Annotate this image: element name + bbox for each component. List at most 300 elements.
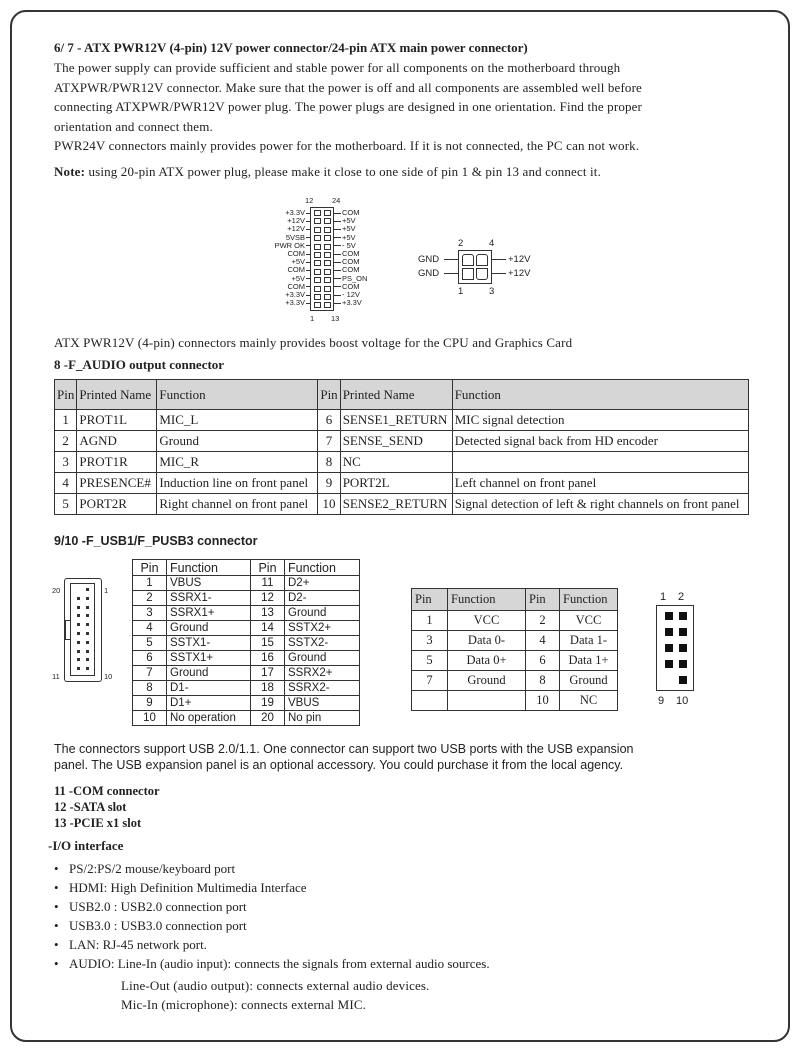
atx24-lead — [334, 270, 341, 271]
atx24-right-label: COM — [342, 265, 360, 275]
atx24-right-label: +5V — [342, 216, 356, 226]
atx24-left-label: +3.3V — [285, 208, 305, 217]
io-list-item-text: HDMI: High Definition Multimedia Interface — [69, 880, 307, 895]
atx24-lead — [334, 213, 341, 214]
usb2-table-cell: 2 — [526, 611, 560, 631]
atx24-left-label: +3.3V — [285, 290, 305, 300]
usb2-table-cell: VCC — [448, 611, 526, 631]
atx24-pin — [324, 235, 331, 241]
usb3-col-func-1: Function — [167, 560, 251, 576]
atx24-right-label: +5V — [342, 232, 356, 242]
atx24-pin — [324, 244, 331, 250]
usb3-table-cell: D1- — [167, 681, 251, 696]
atx24-right-label: COM — [342, 281, 360, 291]
usb3-table-cell: SSTX2+ — [285, 621, 360, 636]
usb3-table-row — [133, 606, 360, 621]
atx24-lead — [306, 295, 310, 296]
usb3-table-cell: Ground — [167, 666, 251, 681]
usb3-table-cell: Ground — [285, 606, 360, 621]
usb2-pin — [679, 644, 687, 652]
usb2-table-row — [412, 691, 618, 711]
usb2-header-diagram — [652, 591, 698, 709]
usb3-table-header — [133, 560, 360, 576]
misc-items — [54, 783, 160, 831]
atx24-left-label: +3.3V — [285, 298, 305, 308]
note-label: Note: — [54, 163, 86, 179]
usb3-table-cell: Ground — [167, 621, 251, 636]
usb2-table-cell: 5 — [412, 651, 448, 671]
usb2-table-cell: Data 0- — [448, 631, 526, 651]
usb3-table-cell: VBUS — [167, 576, 251, 591]
atx24-pin — [324, 277, 331, 283]
atx24-right-label: COM — [342, 257, 360, 267]
audio-col-name-2: Printed Name — [340, 380, 452, 410]
usb2-pin — [679, 612, 687, 620]
usb3-col-func-2: Function — [285, 560, 360, 576]
io-audio-mic-in: Mic-In (microphone): connects external MIC. — [121, 997, 367, 1012]
usb3-table-cell: 13 — [251, 606, 285, 621]
atx24-right-label: +3.3V — [342, 298, 362, 308]
usb3-table-cell: 18 — [251, 681, 285, 696]
usb3-table-cell: 6 — [133, 651, 167, 666]
audio-table-cell: PRESENCE# — [77, 473, 157, 494]
usb3-table-row — [133, 681, 360, 696]
power-para-4: orientation and connect them. — [54, 118, 213, 134]
usb2-table-cell: 1 — [412, 611, 448, 631]
atx24-left-label: +5V — [291, 273, 305, 283]
usb2-table-cell — [412, 691, 448, 711]
audio-table-cell: Signal detection of left & right channels on front panel — [452, 494, 748, 515]
audio-table-cell: SENSE2_RETURN — [340, 494, 452, 515]
usb3-table-cell: 4 — [133, 621, 167, 636]
usb3-table-cell: No pin — [285, 711, 360, 726]
usb3-table-cell: 15 — [251, 636, 285, 651]
usb2-connector — [656, 605, 694, 691]
usb3-table-cell: SSTX1- — [167, 636, 251, 651]
usb2-label-1: 1 — [660, 591, 667, 603]
atx24-pin — [324, 269, 331, 275]
usb3-table-cell: 12 — [251, 591, 285, 606]
usb3-pin — [86, 606, 89, 609]
usb2-table-cell: Ground — [560, 671, 618, 691]
atx24-lead — [334, 254, 341, 255]
usb2-table-cell: Data 1- — [560, 631, 618, 651]
usb2-table-cell: Data 1+ — [560, 651, 618, 671]
note-text: using 20-pin ATX power plug, please make it close to one side of pin 1 & pin 13 and connect it. — [85, 163, 601, 179]
usb3-table-row — [133, 666, 360, 681]
pwr4-12v-bottom: +12V — [508, 268, 531, 279]
usb2-table-cell — [448, 691, 526, 711]
audio-table-cell: Detected signal back from HD encoder — [452, 431, 748, 452]
audio-table-cell: PORT2L — [340, 473, 452, 494]
usb2-col-func-2: Function — [560, 589, 618, 611]
atx24-lead — [334, 237, 341, 238]
audio-table-cell: PORT2R — [77, 494, 157, 515]
usb3-table-cell: 8 — [133, 681, 167, 696]
atx24-label-1: 1 — [310, 314, 315, 323]
pwr4-gnd-bottom: GND — [418, 268, 440, 279]
usb-description — [54, 741, 633, 773]
usb3-table-cell: SSTX1+ — [167, 651, 251, 666]
usb2-table-cell: VCC — [560, 611, 618, 631]
usb2-label-2: 2 — [678, 591, 685, 603]
power-heading: 6/ 7 - ATX PWR12V (4-pin) 12V power connector/24-pin ATX main power connector) — [54, 40, 528, 55]
usb3-pin — [77, 597, 80, 600]
atx24-lead — [306, 245, 310, 246]
io-audio-line-out: Line-Out (audio output): connects external audio devices. — [121, 978, 430, 993]
atx24-lead — [334, 229, 341, 230]
usb3-table-row — [133, 711, 360, 726]
usb2-label-9: 9 — [658, 695, 665, 707]
usb3-pin — [77, 632, 80, 635]
usb2-table-cell: Data 0+ — [448, 651, 526, 671]
usb3-col-pin-2: Pin — [251, 560, 285, 576]
usb2-table-cell: 4 — [526, 631, 560, 651]
usb2-pin — [665, 660, 673, 668]
usb2-table-row — [412, 671, 618, 691]
audio-table-cell: 3 — [55, 452, 77, 473]
usb3-table-cell: D2+ — [285, 576, 360, 591]
audio-table-cell: MIC_R — [157, 452, 318, 473]
audio-col-name-1: Printed Name — [77, 380, 157, 410]
usb3-table-cell: SSTX2- — [285, 636, 360, 651]
pwr4-label-3: 3 — [489, 286, 495, 297]
atx24-pin — [314, 227, 321, 233]
usb3-connector — [64, 578, 102, 682]
usb2-table-row — [412, 611, 618, 631]
atx24-lead — [334, 262, 341, 263]
atx24-lead — [306, 221, 310, 222]
atx24-lead — [334, 286, 341, 287]
atx24-lead — [306, 237, 310, 238]
atx24-pin — [314, 218, 321, 224]
usb-desc-1: The connectors support USB 2.0/1.1. One connector can support two USB ports with the USB expansion — [54, 742, 634, 756]
atx24-label-13: 13 — [331, 314, 340, 323]
usb3-table-cell: 16 — [251, 651, 285, 666]
usb3-table-cell: SSRX1- — [167, 591, 251, 606]
audio-table-cell: 8 — [318, 452, 340, 473]
power-para-1: The power supply can provide sufficient and stable power for all components on the motherboard through — [54, 60, 621, 75]
usb3-table-row — [133, 651, 360, 666]
item-pcie-slot: 13 -PCIE x1 slot — [54, 816, 142, 830]
atx24-lead — [334, 303, 341, 304]
io-heading: -I/O interface — [48, 838, 124, 853]
usb3-table-cell: SSRX2+ — [285, 666, 360, 681]
atx24-diagram — [262, 196, 392, 324]
usb3-pin — [86, 597, 89, 600]
atx24-left-label: 5VSB — [285, 232, 305, 242]
atx24-left-labels — [262, 209, 305, 307]
audio-table-cell: PROT1L — [77, 410, 157, 431]
audio-table-cell: Ground — [157, 431, 318, 452]
usb3-table-cell: SSRX1+ — [167, 606, 251, 621]
usb2-table — [411, 588, 618, 711]
io-list-item — [54, 859, 490, 878]
atx24-lead — [334, 295, 341, 296]
atx24-right-label: +5V — [342, 224, 356, 234]
io-list-item — [54, 954, 490, 973]
usb3-table-cell: 9 — [133, 696, 167, 711]
atx24-pin — [314, 302, 321, 308]
usb3-table-cell: Ground — [285, 651, 360, 666]
usb3-table-cell: SSRX2- — [285, 681, 360, 696]
atx24-label-12: 12 — [305, 196, 314, 205]
audio-table-cell: 5 — [55, 494, 77, 515]
audio-table-cell: 2 — [55, 431, 77, 452]
usb2-col-func-1: Function — [448, 589, 526, 611]
usb3-table-cell: 14 — [251, 621, 285, 636]
usb2-table-cell: NC — [560, 691, 618, 711]
atx24-pin — [324, 294, 331, 300]
atx24-pin — [314, 269, 321, 275]
atx24-left-label: +5V — [291, 257, 305, 267]
usb3-table — [132, 559, 360, 726]
usb3-pin — [77, 623, 80, 626]
usb3-table-row — [133, 576, 360, 591]
pwr4-label-4: 4 — [489, 238, 495, 249]
io-list — [54, 859, 490, 973]
io-list-item-text: USB2.0 : USB2.0 connection port — [69, 899, 247, 914]
usb3-table-cell: D1+ — [167, 696, 251, 711]
usb3-table-row — [133, 621, 360, 636]
usb2-table-cell: 8 — [526, 671, 560, 691]
usb2-pin — [679, 660, 687, 668]
usb3-pin — [86, 632, 89, 635]
atx24-lead — [306, 303, 310, 304]
audio-col-pin-2: Pin — [318, 380, 340, 410]
atx24-pin — [314, 235, 321, 241]
audio-table-cell: 1 — [55, 410, 77, 431]
audio-table-cell: 6 — [318, 410, 340, 431]
usb2-label-10: 10 — [676, 695, 689, 707]
io-list-item-text: PS/2:PS/2 mouse/keyboard port — [69, 861, 236, 876]
power-para-2: ATXPWR/PWR12V connector. Make sure that the power is off and all components are assembled well before — [54, 79, 642, 95]
usb3-table-row — [133, 591, 360, 606]
atx24-pin — [314, 294, 321, 300]
power-note — [54, 162, 754, 182]
usb-desc-2: panel. The USB expansion panel is an optional accessory. You could purchase it from the local agency. — [54, 758, 624, 772]
bullet-icon: • — [54, 918, 59, 933]
usb3-header-diagram — [50, 578, 120, 688]
atx24-lead — [306, 270, 310, 271]
audio-col-pin-1: Pin — [55, 380, 77, 410]
atx24-right-labels — [342, 209, 392, 307]
audio-table-cell: MIC signal detection — [452, 410, 748, 431]
audio-table-cell: 7 — [318, 431, 340, 452]
atx24-lead — [306, 213, 310, 214]
atx24-lead — [334, 278, 341, 279]
item-com-connector: 11 -COM connector — [54, 784, 160, 798]
power-para-5: PWR24V connectors mainly provides power for the motherboard. If it is not connected, the PC can not work. — [54, 138, 640, 153]
bullet-icon: • — [54, 899, 59, 914]
atx24-pin — [324, 252, 331, 258]
atx24-pin — [324, 210, 331, 216]
atx24-right-label: - 5V — [342, 240, 356, 250]
atx24-pin — [314, 286, 321, 292]
atx24-pin — [314, 277, 321, 283]
power-para-3: connecting ATXPWR/PWR12V power plug. The power plugs are designed in one orientation. Find the proper — [54, 99, 643, 114]
audio-table — [54, 379, 749, 515]
usb2-col-pin-1: Pin — [412, 589, 448, 611]
atx24-pin — [324, 227, 331, 233]
atx24-pin — [314, 260, 321, 266]
io-list-item-text: USB3.0 : USB3.0 connection port — [69, 918, 247, 933]
usb3-table-cell: 1 — [133, 576, 167, 591]
bullet-icon: • — [54, 861, 59, 876]
usb3-table-cell: 17 — [251, 666, 285, 681]
usb2-table-cell: 3 — [412, 631, 448, 651]
usb3-label-20: 20 — [52, 586, 61, 595]
audio-table-cell: MIC_L — [157, 410, 318, 431]
audio-table-cell: Left channel on front panel — [452, 473, 748, 494]
usb3-pin — [86, 641, 89, 644]
atx24-left-label: COM — [287, 265, 305, 275]
atx24-lead — [334, 221, 341, 222]
usb2-table-cell: 10 — [526, 691, 560, 711]
usb3-pin — [77, 606, 80, 609]
bullet-icon: • — [54, 956, 59, 971]
atx24-pin — [324, 302, 331, 308]
audio-table-row — [55, 494, 749, 515]
io-list-item-text: AUDIO: Line-In (audio input): connects the signals from external audio sources. — [69, 956, 490, 971]
io-list-item — [54, 916, 490, 935]
pwr4-connector — [458, 250, 492, 284]
atx24-label-24: 24 — [332, 196, 341, 205]
usb3-table-row — [133, 696, 360, 711]
atx24-lead — [334, 245, 341, 246]
io-list-item-text: LAN: RJ-45 network port. — [69, 937, 207, 952]
audio-heading: 8 -F_AUDIO output connector — [54, 357, 225, 372]
audio-table-header — [55, 380, 749, 410]
usb3-pin — [86, 623, 89, 626]
audio-table-cell: 9 — [318, 473, 340, 494]
io-list-item — [54, 935, 490, 954]
io-list-item — [54, 897, 490, 916]
audio-table-cell: SENSE_SEND — [340, 431, 452, 452]
usb3-table-cell: 10 — [133, 711, 167, 726]
usb3-table-cell: 5 — [133, 636, 167, 651]
pwr4-label-1: 1 — [458, 286, 464, 297]
usb3-table-cell: 20 — [251, 711, 285, 726]
bullet-icon: • — [54, 880, 59, 895]
usb2-table-cell: 6 — [526, 651, 560, 671]
usb3-pin — [86, 588, 89, 591]
audio-table-row — [55, 452, 749, 473]
audio-table-cell: 4 — [55, 473, 77, 494]
usb2-table-row — [412, 631, 618, 651]
usb2-table-cell: 7 — [412, 671, 448, 691]
atx24-pin — [324, 260, 331, 266]
usb3-table-cell: VBUS — [285, 696, 360, 711]
atx24-left-label: +12V — [287, 224, 305, 234]
usb2-table-row — [412, 651, 618, 671]
io-list-item — [54, 878, 490, 897]
usb3-table-cell: No operation — [167, 711, 251, 726]
usb2-table-header — [412, 589, 618, 611]
atx24-pin — [324, 218, 331, 224]
usb2-pin — [665, 628, 673, 636]
audio-table-cell: Induction line on front panel — [157, 473, 318, 494]
audio-table-cell: 10 — [318, 494, 340, 515]
power-section — [54, 38, 754, 181]
atx24-left-label: +12V — [287, 216, 305, 226]
usb2-pin — [679, 628, 687, 636]
usb3-pin — [77, 658, 80, 661]
atx24-left-label: COM — [287, 281, 305, 291]
usb3-label-1: 1 — [104, 586, 109, 595]
usb3-pin — [86, 667, 89, 670]
audio-table-row — [55, 473, 749, 494]
audio-table-cell — [452, 452, 748, 473]
usb3-table-cell: 11 — [251, 576, 285, 591]
atx24-pin — [324, 286, 331, 292]
usb-heading: 9/10 -F_USB1/F_PUSB3 connector — [54, 534, 258, 548]
atx24-right-label: - 12V — [342, 290, 360, 300]
audio-table-cell: NC — [340, 452, 452, 473]
atx24-pin — [314, 210, 321, 216]
usb3-pin — [86, 658, 89, 661]
atx24-connector — [310, 207, 334, 311]
power-footer: ATX PWR12V (4-pin) connectors mainly provides boost voltage for the CPU and Graphics Card — [54, 335, 573, 350]
pwr4-label-2: 2 — [458, 238, 464, 249]
atx24-right-label: COM — [342, 249, 360, 259]
usb3-table-cell: 3 — [133, 606, 167, 621]
usb3-pin — [77, 614, 80, 617]
atx24-lead — [306, 262, 310, 263]
audio-table-row — [55, 431, 749, 452]
usb3-table-cell: 19 — [251, 696, 285, 711]
atx24-lead — [306, 254, 310, 255]
atx24-lead — [306, 229, 310, 230]
item-sata-slot: 12 -SATA slot — [54, 800, 127, 814]
usb3-pin — [77, 641, 80, 644]
usb3-table-cell: 7 — [133, 666, 167, 681]
atx24-lead — [306, 278, 310, 279]
usb3-label-10: 10 — [104, 672, 113, 681]
audio-table-row — [55, 410, 749, 431]
usb2-pin — [679, 676, 687, 684]
usb3-table-cell: 2 — [133, 591, 167, 606]
pwr4-diagram — [418, 238, 538, 300]
pwr4-gnd-top: GND — [418, 254, 440, 265]
usb3-pin — [86, 650, 89, 653]
atx24-right-label: COM — [342, 208, 360, 217]
audio-table-cell: SENSE1_RETURN — [340, 410, 452, 431]
usb2-pin — [665, 644, 673, 652]
atx24-lead — [306, 286, 310, 287]
atx24-pin — [314, 252, 321, 258]
audio-col-func-1: Function — [157, 380, 318, 410]
audio-table-cell: AGND — [77, 431, 157, 452]
usb2-col-pin-2: Pin — [526, 589, 560, 611]
usb2-pin — [665, 612, 673, 620]
audio-table-cell: Right channel on front panel — [157, 494, 318, 515]
usb3-table-cell: D2- — [285, 591, 360, 606]
bullet-icon: • — [54, 937, 59, 952]
atx24-left-label: PWR OK — [274, 240, 305, 250]
usb3-label-11: 11 — [52, 672, 60, 681]
usb2-table-cell: Ground — [448, 671, 526, 691]
usb3-pin — [77, 650, 80, 653]
atx24-left-label: COM — [287, 249, 305, 259]
audio-table-cell: PROT1R — [77, 452, 157, 473]
audio-col-func-2: Function — [452, 380, 748, 410]
usb3-pin — [77, 667, 80, 670]
pwr4-12v-top: +12V — [508, 254, 531, 265]
usb3-table-row — [133, 636, 360, 651]
atx24-right-label: PS_ON — [342, 273, 368, 283]
usb3-pin — [86, 614, 89, 617]
